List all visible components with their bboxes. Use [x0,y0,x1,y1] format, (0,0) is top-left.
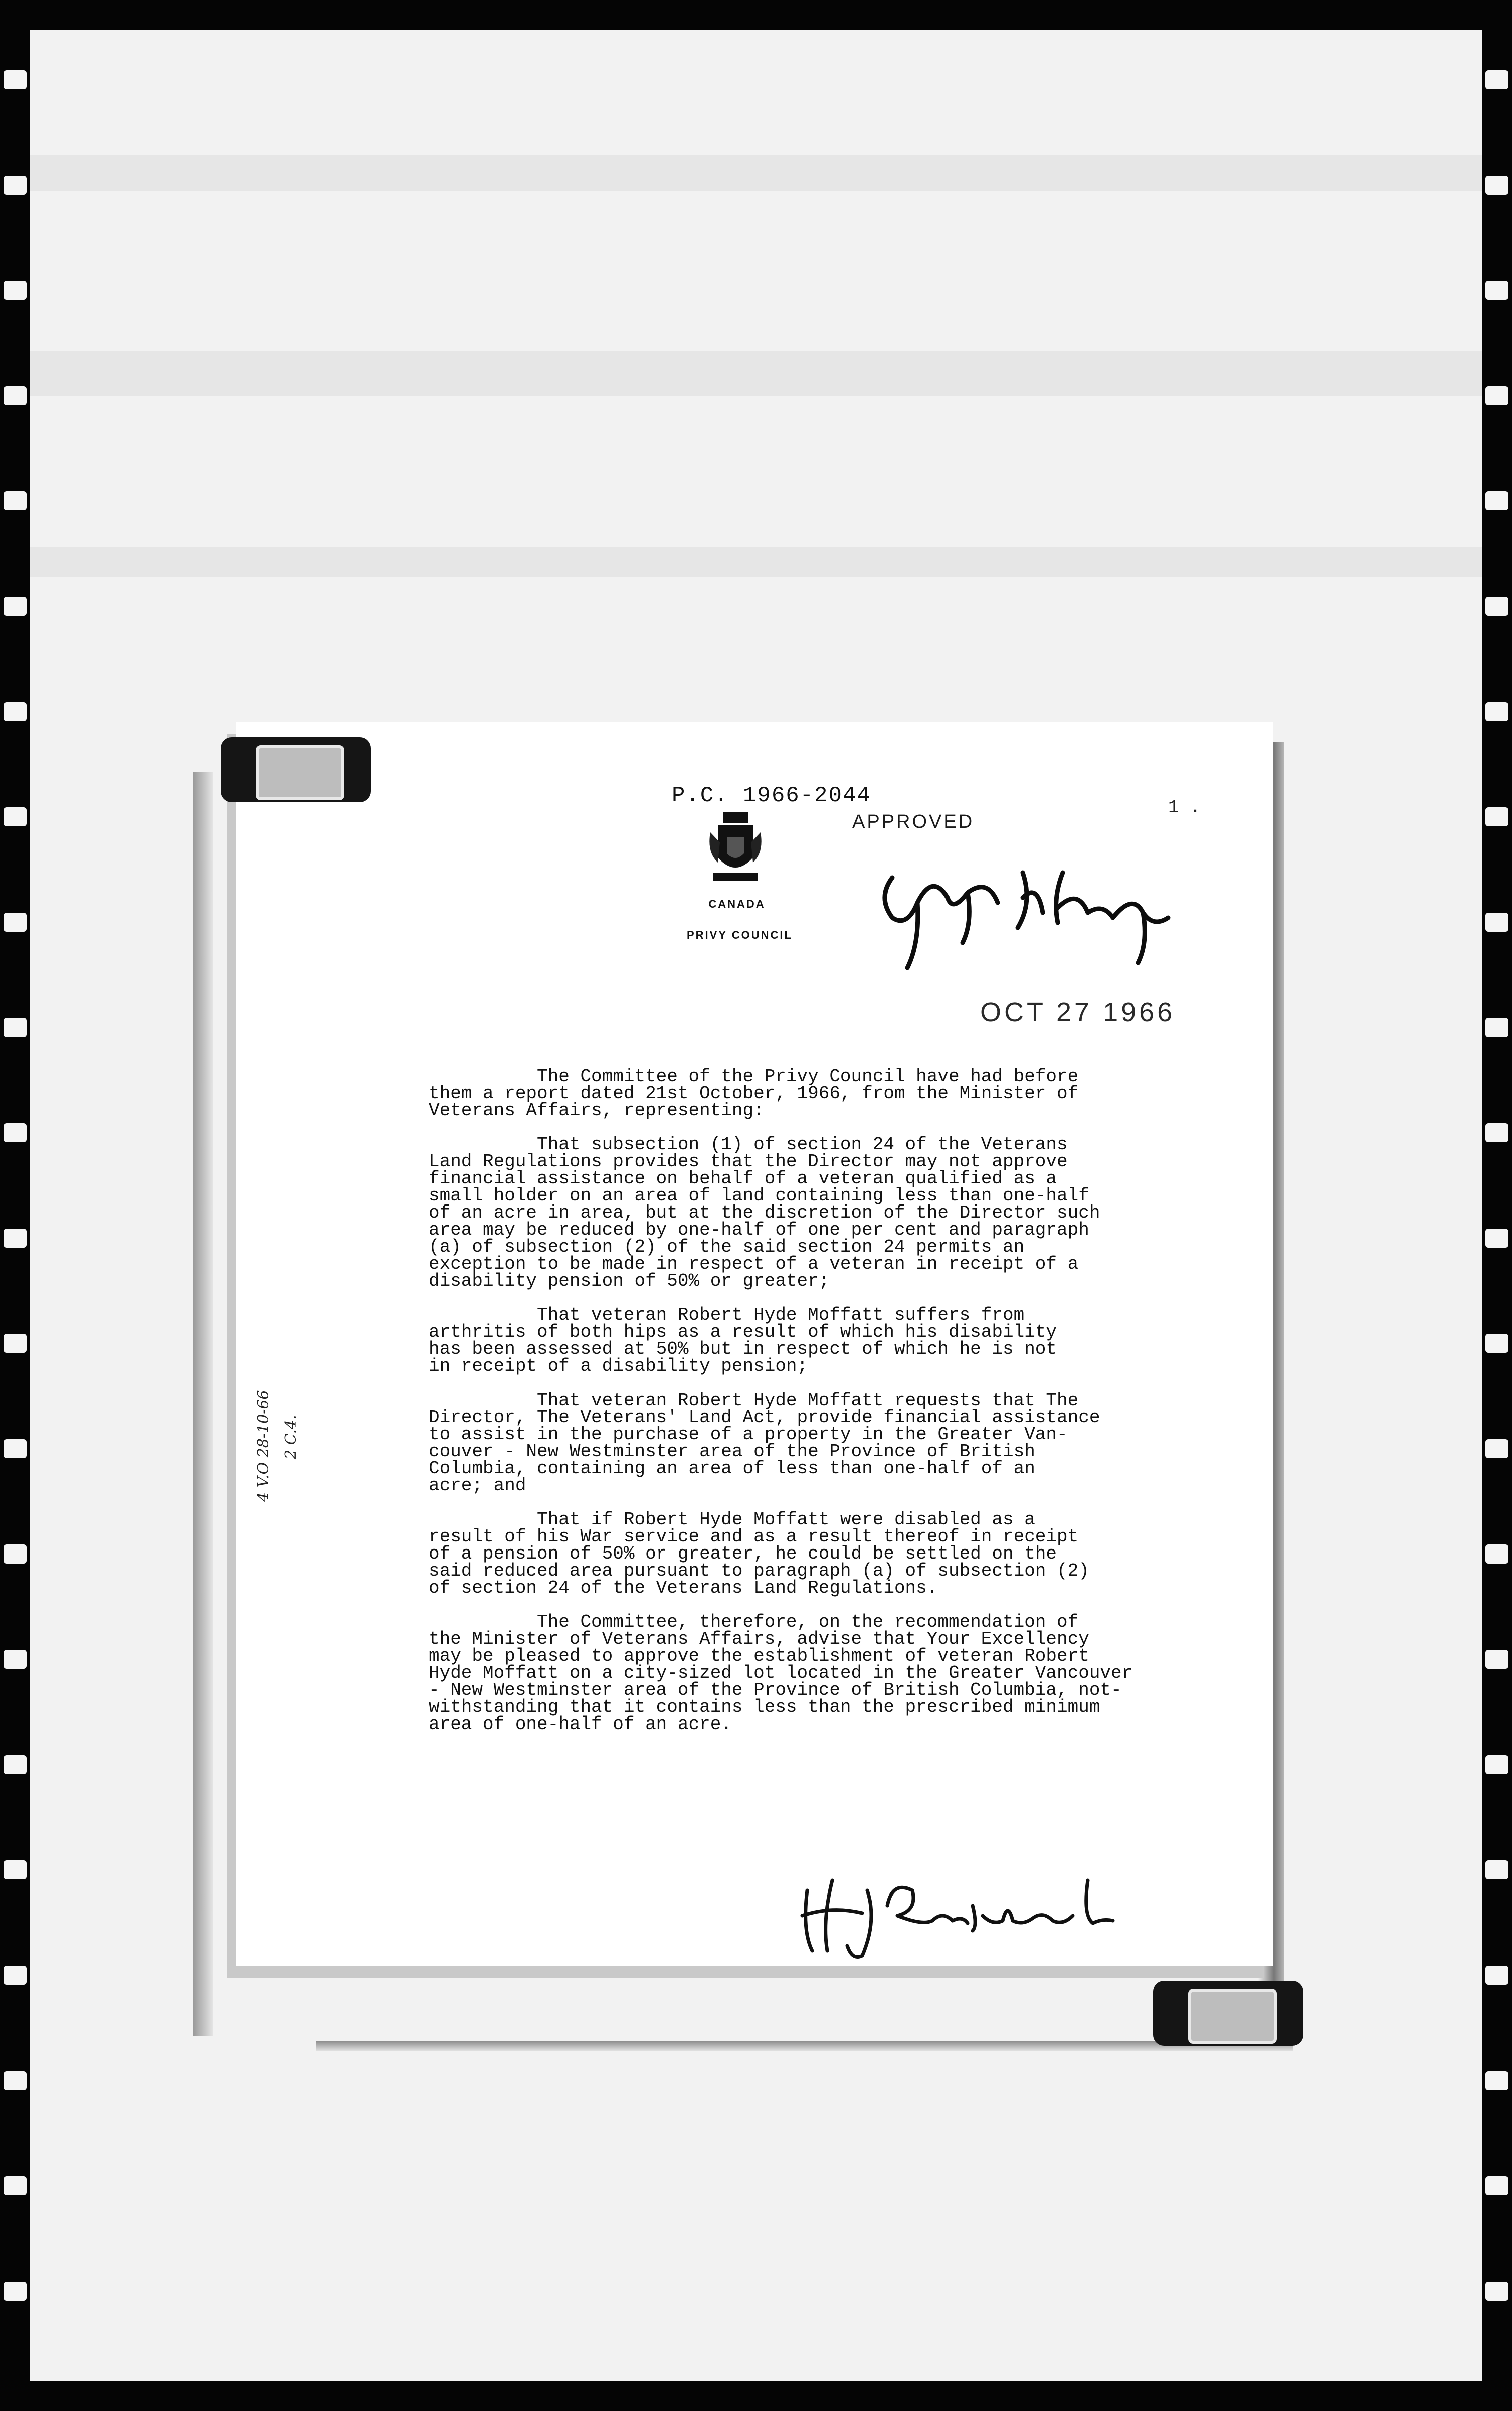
film-border-top [0,0,1512,30]
text-line: The Committee, therefore, on the recommendation of [429,1612,1079,1632]
text-line: That subsection (1) of section 24 of the Veterans [429,1134,1068,1155]
sprocket-hole [1485,913,1508,932]
text-line: of an acre in area, but at the discretion of the Director such [429,1202,1100,1223]
sprocket-hole [4,281,27,300]
sprocket-hole [4,2282,27,2301]
sprocket-hole [4,1650,27,1669]
paragraph-gap [429,1597,1176,1614]
paper-edge-left [193,772,213,2036]
sprocket-hole [1485,2176,1508,2195]
text-line: the Minister of Veterans Affairs, advise that Your Excellency [429,1629,1089,1649]
sprocket-hole [4,2071,27,2090]
corner-marks: 1 . [1168,797,1201,818]
text-line: Land Regulations provides that the Director may not approve [429,1151,1068,1172]
text-line: Columbia, containing an area of less than one-half of an [429,1458,1035,1479]
sprocket-hole [4,1334,27,1353]
sprocket-hole [1485,1544,1508,1564]
sprocket-hole [4,913,27,932]
text-line: disability pension of 50% or greater; [429,1271,830,1291]
sprocket-hole [1485,176,1508,195]
sprocket-hole [1485,281,1508,300]
text-line: acre; and [429,1475,526,1496]
paragraph-gap [429,1119,1176,1136]
sprocket-hole [4,70,27,89]
text-line: area of one-half of an acre. [429,1714,732,1735]
order-number: P.C. 1966-2044 [672,783,871,808]
order-body [429,1068,1176,1733]
sprocket-hole [1485,1018,1508,1037]
sprocket-hole [4,1860,27,1879]
scan-streak [30,547,1482,577]
text-line: (a) of subsection (2) of the said section 24 permits an [429,1237,1025,1257]
sprocket-hole [4,702,27,721]
sprocket-hole [1485,491,1508,510]
sprocket-hole [1485,597,1508,616]
sprocket-hole [1485,1229,1508,1248]
text-line: exception to be made in respect of a veteran in receipt of a [429,1254,1079,1274]
text-line: That veteran Robert Hyde Moffatt suffers from [429,1305,1025,1325]
paragraph-gap [429,1290,1176,1307]
sprocket-hole [4,2176,27,2195]
sprocket-hole [1485,1755,1508,1774]
text-line: - New Westminster area of the Province of British Columbia, not- [429,1680,1122,1700]
sprocket-hole [1485,1650,1508,1669]
text-line: That if Robert Hyde Moffatt were disabled as a [429,1509,1035,1530]
text-line: arthritis of both hips as a result of which his disability [429,1322,1057,1342]
sprocket-hole [1485,1334,1508,1353]
sprocket-hole [1485,807,1508,826]
sprocket-hole [4,386,27,405]
coat-of-arms-icon [708,812,763,888]
paragraph-gap [429,1375,1176,1392]
text-line: area may be reduced by one-half of one per cent and paragraph [429,1220,1089,1240]
scan-streak [30,155,1482,191]
date-stamp: OCT 27 1966 [980,997,1176,1027]
text-line: result of his War service and as a result thereof in receipt [429,1526,1079,1547]
text-line: small holder on an area of land containing less than one-half [429,1185,1089,1206]
sprocket-hole [1485,702,1508,721]
sprocket-hole [1485,1966,1508,1985]
sprocket-hole [4,491,27,510]
scan-streak [30,351,1482,396]
text-line: Hyde Moffatt on a city-sized lot located in the Greater Vancouver [429,1663,1133,1683]
text-line: The Committee of the Privy Council have had before [429,1066,1079,1087]
text-line: to assist in the purchase of a property in the Greater Van- [429,1424,1068,1445]
handwritten-margin-note [248,1384,323,1504]
minister-signature [792,1860,1133,1961]
sprocket-hole [4,176,27,195]
film-border-bottom [0,2381,1512,2411]
text-line: Veterans Affairs, representing: [429,1100,765,1121]
paragraph-gap [429,1494,1176,1511]
sprocket-hole [4,1544,27,1564]
margin-note-line2: 2 C.4. [282,1415,300,1459]
sprocket-hole [4,1123,27,1142]
text-line: may be pleased to approve the establishment of veteran Robert [429,1646,1089,1666]
text-line: financial assistance on behalf of a veteran qualified as a [429,1168,1057,1189]
sprocket-hole [4,1229,27,1248]
sprocket-hole [4,1018,27,1037]
film-border-right [1482,0,1512,2411]
text-line: Director, The Veterans' Land Act, provide financial assistance [429,1407,1100,1428]
text-line: withstanding that it contains less than the prescribed minimum [429,1697,1100,1717]
coat-label-privy-council: PRIVY COUNCIL [687,929,793,941]
sprocket-hole [4,597,27,616]
text-line: said reduced area pursuant to paragraph (a) of subsection (2) [429,1561,1089,1581]
sprocket-hole [4,1966,27,1985]
film-border-left [0,0,30,2411]
text-line: of section 24 of the Veterans Land Regulations. [429,1578,938,1598]
sprocket-hole [1485,2282,1508,2301]
paper-clip-top-left [221,737,371,802]
sprocket-hole [4,807,27,826]
coat-label-canada: CANADA [708,898,766,910]
paper-clip-bottom-right [1153,1981,1303,2046]
sprocket-hole [1485,1439,1508,1458]
sprocket-hole [1485,1123,1508,1142]
margin-note-line1: 4 V.O 28-10-66 [255,1390,272,1502]
sprocket-hole [4,1755,27,1774]
sprocket-hole [1485,2071,1508,2090]
text-line: That veteran Robert Hyde Moffatt requests that The [429,1390,1079,1411]
text-line: in receipt of a disability pension; [429,1356,808,1376]
sprocket-hole [1485,70,1508,89]
sprocket-hole [1485,1860,1508,1879]
paper-edge-bottom [316,2041,1293,2051]
sprocket-hole [4,1439,27,1458]
text-line: of a pension of 50% or greater, he could be settled on the [429,1543,1057,1564]
approved-stamp: APPROVED [852,811,975,832]
governor-general-signature [872,842,1173,973]
text-line: couver - New Westminster area of the Province of British [429,1441,1035,1462]
text-line: has been assessed at 50% but in respect of which he is not [429,1339,1057,1359]
sprocket-hole [1485,386,1508,405]
text-line: them a report dated 21st October, 1966, from the Minister of [429,1083,1079,1104]
